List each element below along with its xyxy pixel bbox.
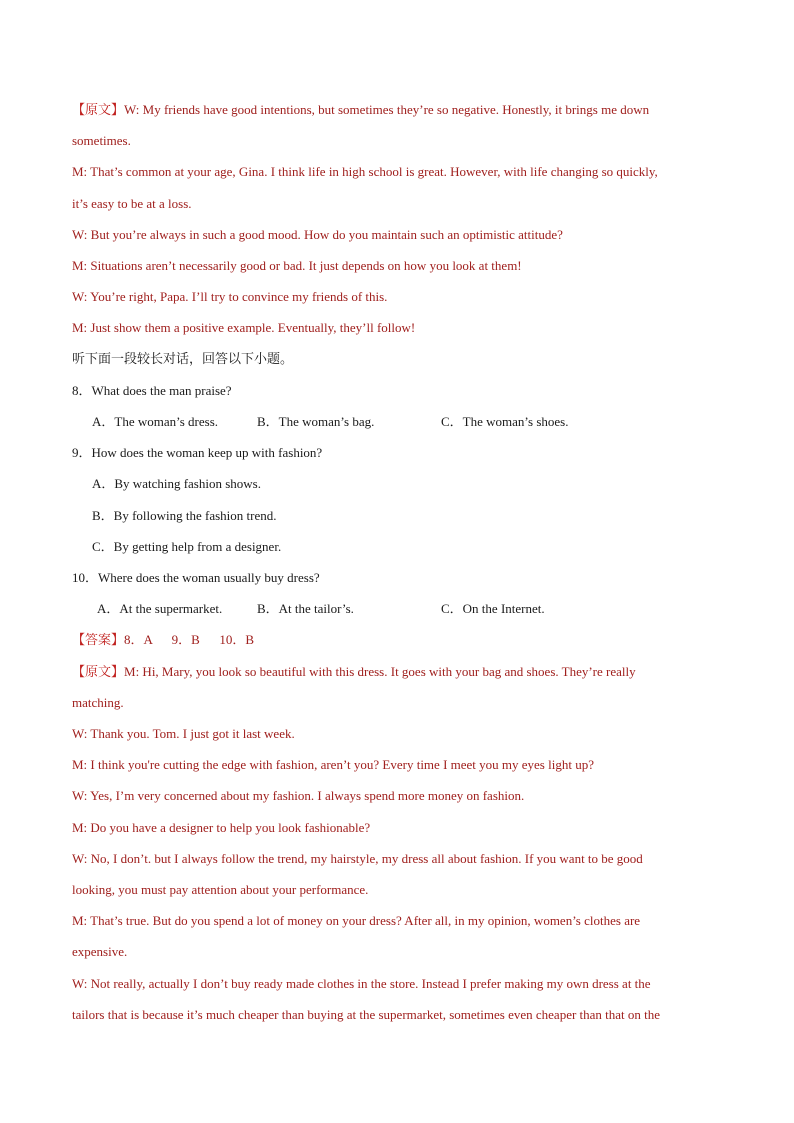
option-b: B．At the tailor’s. xyxy=(257,601,354,616)
transcript-line: W: Yes, I’m very concerned about my fashion. I always spend more money on fashion. xyxy=(72,788,525,803)
transcript-line: M: That’s true. But do you spend a lot of money on your dress? After all, in my opinion, women’s clothes are xyxy=(72,913,641,928)
option-a: A．By watching fashion shows. xyxy=(92,476,261,491)
transcript-line: sometimes. xyxy=(72,133,131,148)
option-b: B．By following the fashion trend. xyxy=(92,508,277,523)
transcript-line: W: Thank you. Tom. I just got it last week. xyxy=(72,726,295,741)
transcript-line: W: But you’re always in such a good mood. How do you maintain such an optimistic attitude? xyxy=(72,227,563,242)
transcript-line: matching. xyxy=(72,695,124,710)
transcript-line: M: Just show them a positive example. Eventually, they’ll follow! xyxy=(72,320,416,335)
question-stem: 10．Where does the woman usually buy dress? xyxy=(72,570,320,585)
option-a: A．The woman’s dress. xyxy=(92,414,219,429)
option-a: A．At the supermarket. xyxy=(97,601,223,616)
transcript-line: W: Not really, actually I don’t buy ready made clothes in the store. Instead I prefer making my own dress at the xyxy=(72,976,651,991)
transcript-line: M: That’s common at your age, Gina. I think life in high school is great. However, with life changing so quickly, xyxy=(72,164,658,179)
option-b: B．The woman’s bag. xyxy=(257,414,375,429)
answer-text: 8．A 9．B 10．B xyxy=(124,632,255,647)
transcript-line xyxy=(72,102,649,119)
transcript-line: expensive. xyxy=(72,944,128,959)
option-c: C．On the Internet. xyxy=(441,601,545,616)
option-c: C．By getting help from a designer. xyxy=(92,539,282,554)
section-instruction: 听下面一段较长对话，回答以下小题。 xyxy=(72,352,294,367)
transcript-line: looking, you must pay attention about your performance. xyxy=(72,882,369,897)
transcript-tag: 【原文】 xyxy=(72,665,125,680)
question-stem: 8．What does the man praise? xyxy=(72,383,232,398)
answer-tag: 【答案】 xyxy=(72,633,125,648)
transcript-line: M: Do you have a designer to help you look fashionable? xyxy=(72,820,371,835)
option-c: C．The woman’s shoes. xyxy=(441,414,569,429)
transcript-line: M: I think you're cutting the edge with fashion, aren’t you? Every time I meet you my eyes light up? xyxy=(72,757,594,772)
transcript-line: it’s easy to be at a loss. xyxy=(72,196,192,211)
transcript-line: W: No, I don’t. but I always follow the trend, my hairstyle, my dress all about fashion. If you want to be good xyxy=(72,851,643,866)
question-stem: 9．How does the woman keep up with fashion? xyxy=(72,445,323,460)
transcript-text: W: My friends have good intentions, but sometimes they’re so negative. Honestly, it brings me down xyxy=(124,102,650,117)
transcript-line: tailors that is because it’s much cheaper than buying at the supermarket, sometimes even cheaper than that on the xyxy=(72,1007,661,1022)
transcript-line: M: Situations aren’t necessarily good or bad. It just depends on how you look at them! xyxy=(72,258,522,273)
transcript-line xyxy=(72,664,636,681)
transcript-tag: 【原文】 xyxy=(72,103,125,118)
answer-line xyxy=(72,632,254,649)
transcript-line: W: You’re right, Papa. I’ll try to convince my friends of this. xyxy=(72,289,388,304)
transcript-text: M: Hi, Mary, you look so beautiful with this dress. It goes with your bag and shoes. They’re really xyxy=(124,664,636,679)
